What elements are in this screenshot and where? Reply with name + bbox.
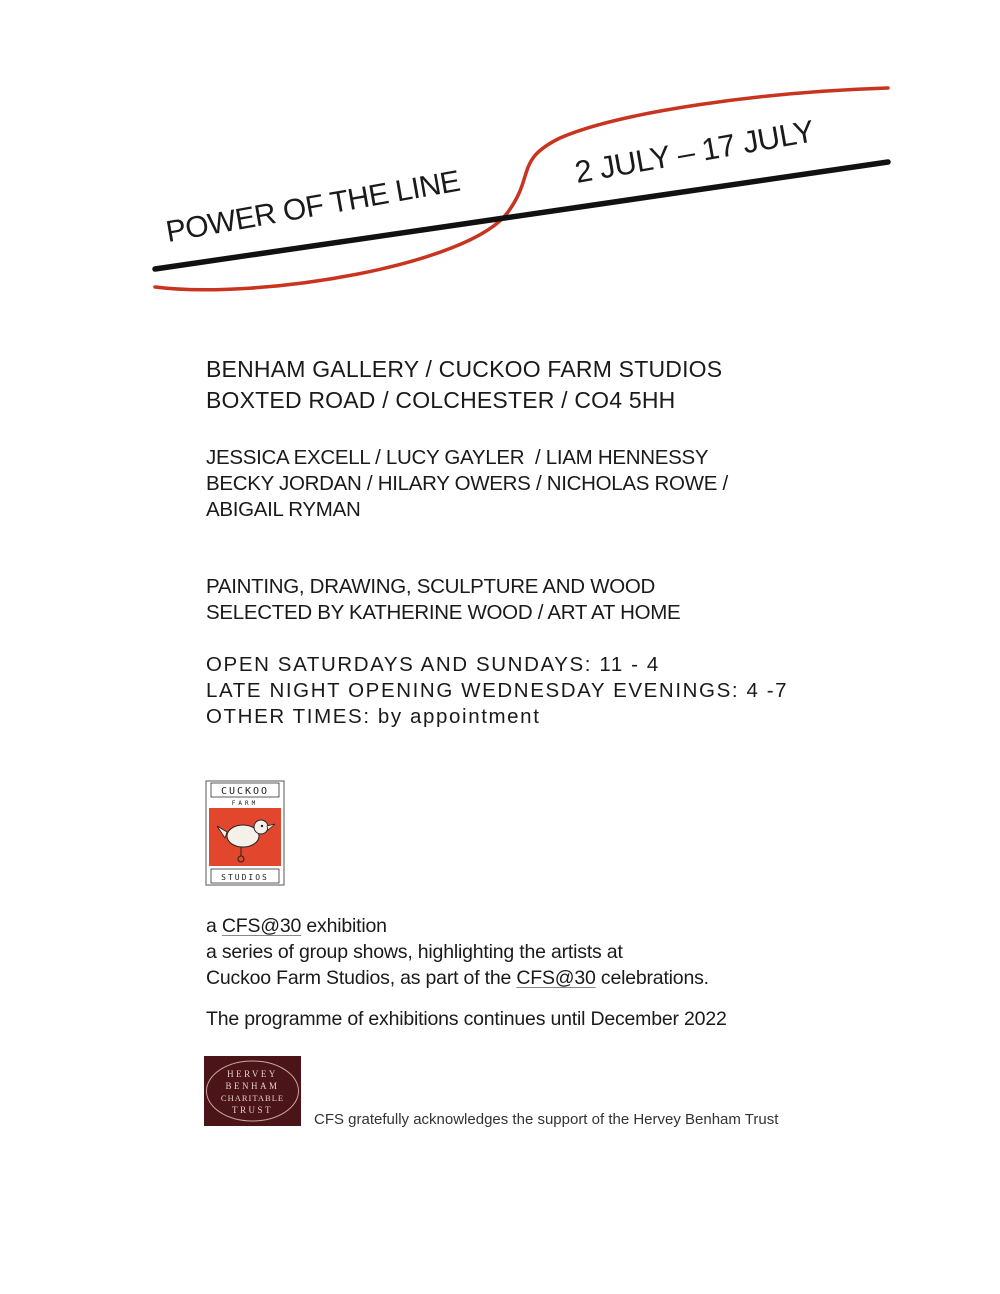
artists-line-1: JESSICA EXCELL / LUCY GAYLER / LIAM HENNESSY: [206, 446, 709, 469]
artists-line-2: BECKY JORDAN / HILARY OWERS / NICHOLAS ROWE /: [206, 472, 728, 495]
media-info: [206, 574, 680, 626]
series-line-1: [206, 913, 709, 939]
trust-line-2: BENHAM: [225, 1081, 280, 1091]
hours-line-3: OTHER TIMES: by appointment: [206, 705, 541, 728]
acknowledgement-text: CFS gratefully acknowledges the support of the Hervey Benham Trust: [314, 1111, 779, 1128]
media-line-2: SELECTED BY KATHERINE WOOD / ART AT HOME: [206, 601, 681, 624]
series-suffix: exhibition: [301, 915, 387, 937]
venue-line-2: BOXTED ROAD / COLCHESTER / CO4 5HH: [206, 387, 676, 413]
trust-line-3: CHARITABLE: [220, 1093, 285, 1103]
hours-line-1: OPEN SATURDAYS AND SUNDAYS: 11 - 4: [206, 653, 660, 676]
opening-hours: [206, 652, 788, 730]
cuckoo-farm-studios-logo: [205, 780, 285, 886]
hervey-benham-trust-logo: [204, 1056, 301, 1126]
series-line3-prefix: Cuckoo Farm Studios, as part of the: [206, 967, 517, 989]
artist-list: [206, 445, 728, 523]
series-line-3: [206, 965, 709, 991]
series-description: [206, 913, 709, 991]
logo-bottom-text: STUDIOS: [221, 873, 269, 882]
hours-line-2: LATE NIGHT OPENING WEDNESDAY EVENINGS: 4 -7: [206, 679, 789, 702]
venue-line-1: BENHAM GALLERY / CUCKOO FARM STUDIOS: [206, 356, 723, 382]
cfs30-celebrations-link[interactable]: CFS@30: [516, 967, 596, 989]
venue-address: [206, 354, 722, 416]
trust-line-4: TRUST: [231, 1105, 274, 1115]
cfs30-link[interactable]: CFS@30: [221, 915, 302, 937]
series-prefix: a: [206, 915, 222, 937]
series-line-2: a series of group shows, highlighting the artists at: [206, 941, 623, 963]
artists-line-3: ABIGAIL RYMAN: [206, 498, 361, 521]
programme-note: The programme of exhibitions continues until December 2022: [206, 1008, 727, 1030]
series-line3-suffix: celebrations.: [595, 967, 709, 989]
logo-middle-text: FARM: [231, 800, 259, 807]
logo-top-text: CUCKOO: [220, 786, 270, 797]
exhibition-title: POWER OF THE LINE: [163, 164, 463, 249]
trust-line-1: HERVEY: [227, 1069, 278, 1079]
exhibition-dates: 2 JULY – 17 JULY: [572, 113, 817, 190]
title-banner: [0, 0, 1000, 320]
media-line-1: PAINTING, DRAWING, SCULPTURE AND WOOD: [206, 575, 656, 598]
